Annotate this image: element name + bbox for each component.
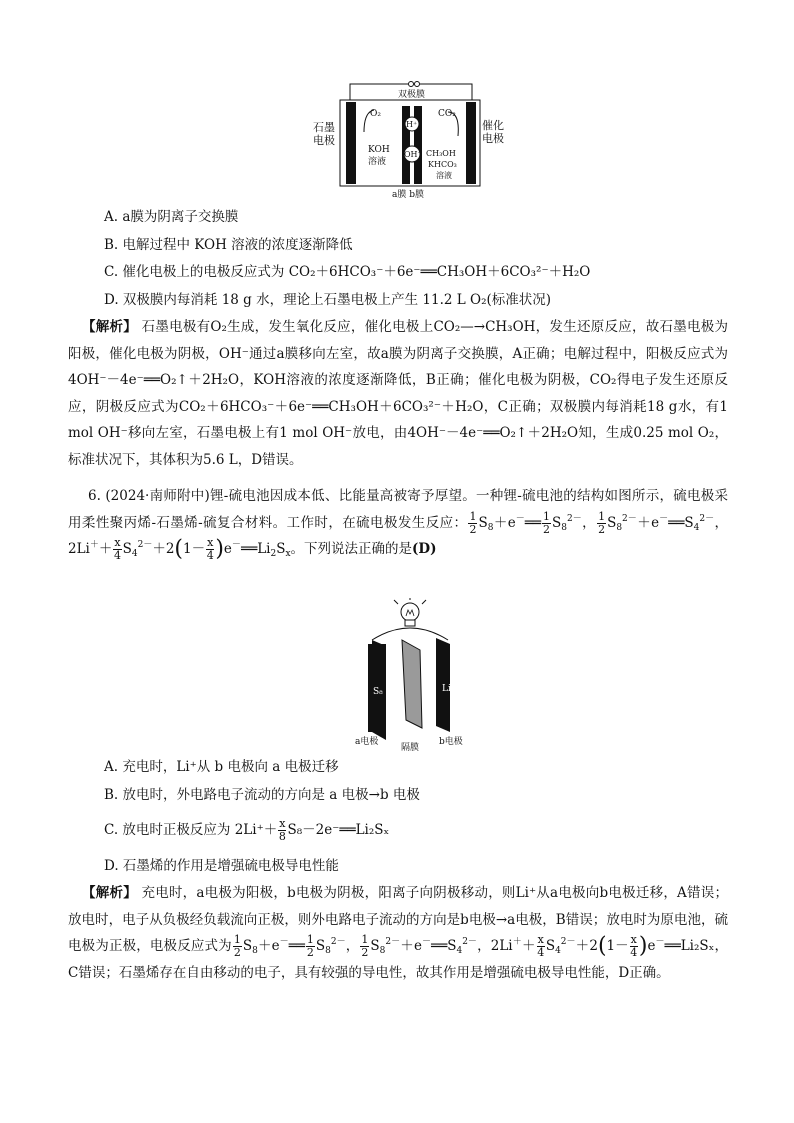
koh-label: KOH [368, 145, 390, 155]
membrane-labels: a膜 b膜 [392, 190, 424, 200]
q5-option-b: B. 电解过程中 KOH 溶液的浓度逐渐降低 [104, 237, 353, 253]
q6-equation-2: $\frac{1}{2}$ $S_8^{2-}+e^-══S_4^{2-}$ [598, 509, 715, 536]
q5-analysis [68, 314, 728, 473]
analysis-tag-2: 【解析】 [82, 885, 137, 901]
left-electrode-label: 石墨 电极 [313, 121, 335, 147]
analysis-tag: 【解析】 [82, 319, 138, 335]
battery-s8-label: S₈ [373, 687, 383, 697]
q5-analysis-text: 石墨电极有O₂生成，发生氧化反应，催化电极上CO₂—→CH₃OH，发生还原反应，故石墨电极为阳极，催化电极为阴极，OH⁻通过a膜移向左室，故a膜为阴离子交换膜，A正确；电解过程中，阳极反应式为4OH⁻－4e⁻══O₂↑＋2H₂O，KOH溶液的浓度逐渐降低，B正确；催化电极为阴极，CO₂得电子发生还原反应，阴极反应式为CO₂＋6HCO₃⁻＋6e⁻══CH₃OH＋6CO₃²⁻＋H₂O，C正确；双极膜内每消耗18 g水，有1 mol OH⁻移向左室，石墨电极上有1 mol OH⁻放电，由4OH⁻－4e⁻══O₂↑＋2H₂O知，生成0.25 mol O₂，标准状况下，其体积为5.6 L，D错误。 [68, 319, 729, 468]
h-ion: H⁺ [406, 120, 418, 129]
battery-li-label: Li [442, 684, 451, 694]
top-label: 双极膜 [398, 90, 426, 100]
battery-diagram [350, 598, 470, 750]
q6-option-d: D. 石墨烯的作用是增强硫电极导电性能 [104, 858, 339, 874]
q6-option-b: B. 放电时，外电路电子流动的方向是 a 电极→b 电极 [104, 787, 420, 803]
battery-sep-label: 隔膜 [401, 743, 420, 753]
battery-a-label: a电极 [355, 737, 379, 747]
khco3-label: KHCO₃ [428, 160, 457, 169]
q6-stem-end: 。下列说法正确的是 [290, 541, 413, 557]
o2-label: O₂ [370, 109, 381, 119]
q5-option-d: D. 双极膜内每消耗 18 g 水，理论上石墨电极上产生 11.2 L O₂(标准状况) [104, 292, 552, 308]
q6-stem-line1: 6. (2024·南师附中)锂-硫电池因成本低、比能量高被寄予厚望。一种锂-硫电池的结构如图所示，硫电 [88, 488, 701, 504]
q5-option-c: C. 催化电极上的电极反应式为 CO₂＋6HCO₃⁻＋6e⁻══CH₃OH＋6CO₃²⁻＋H₂O [104, 264, 591, 280]
q5-option-a: A. a膜为阴离子交换膜 [104, 209, 239, 225]
q6-stem-line2: 极采用柔性聚丙烯-石墨烯-硫复合材料。工作时，在硫电极发生反应： [68, 488, 728, 531]
koh-label-2: 溶液 [368, 157, 387, 167]
q6-answer: (D) [412, 541, 437, 557]
q6-stem: 6. (2024·南师附中)锂-硫电池因成本低、比能量高被寄予厚望。一种锂-硫电池的结构如图所示，硫电极采用柔性聚丙烯-石墨烯-硫复合材料。工作时，在硫电极发生反应： $\frac{1}{2}$ $S_8+e^-══$ $\frac{1}{2}$ $S_8^{2-}$， $\frac{1}{2}$ $S_8^{2-}+e^-══S_4^{2-}$，2Li＋＋ $\frac{x}{4}$ $S_4^{2-}+2(1-$ $\frac{x}{4}$ )$e^-══Li_2S_x$。下列说法正确的是(D) [68, 488, 729, 562]
ch3oh-label: CH₃OH [426, 149, 456, 158]
q6-option-a: A. 充电时，Li⁺从 b 电极向 a 电极迁移 [104, 759, 339, 775]
q6-option-c: C. 放电时正极反应为 2Li⁺＋ $\frac{x}{8}$ S₈－2e⁻══Li₂Sₓ [104, 817, 390, 843]
right-electrode-label: 催化 电极 [482, 119, 504, 145]
q6-analysis: 【解析】 充电时，a电极为阳极，b电极为阴极，阳离子向阴极移动，则Li⁺从a电极向b电极迁移，A错误；放电时，电子从负极经负载流向正极，则外电路电子流动的方向是b电极→a电极，B错误；放电时为原电池，硫电极为正极，电极反应式为 $\frac{1}{2}$ $S_8+e^-══$ $\frac{1}{2}$ $S_8^{2-}$， $\frac{1}{2}$ $S_8^{2-}+e^-══S_4^{2-}$，2Li＋＋ $\frac{x}{4}$ $S_4^{2-}+2(1-$ $\frac{x}{4}$ )e－══Li₂Sₓ，C错误；石墨烯存在自由移动的电子，具有较强的导电性，故其作用是增强硫电极导电性能，D正确。 [68, 885, 729, 981]
q6-equation-1: $\frac{1}{2}$ $S_8+e^-══$ $\frac{1}{2}$ $S_8^{2-}$ [469, 509, 582, 536]
oh-ion: OH⁻ [404, 150, 422, 159]
co2-label: CO₂ [438, 109, 456, 119]
sol-label: 溶液 [436, 171, 452, 180]
q6-equation-3: 2Li＋＋ $\frac{x}{4}$ $S_4^{2-}+2(1-$ $\frac{x}{4}$ )$e^-══Li_2S_x$ [68, 536, 291, 562]
battery-b-label: b电极 [439, 737, 463, 747]
